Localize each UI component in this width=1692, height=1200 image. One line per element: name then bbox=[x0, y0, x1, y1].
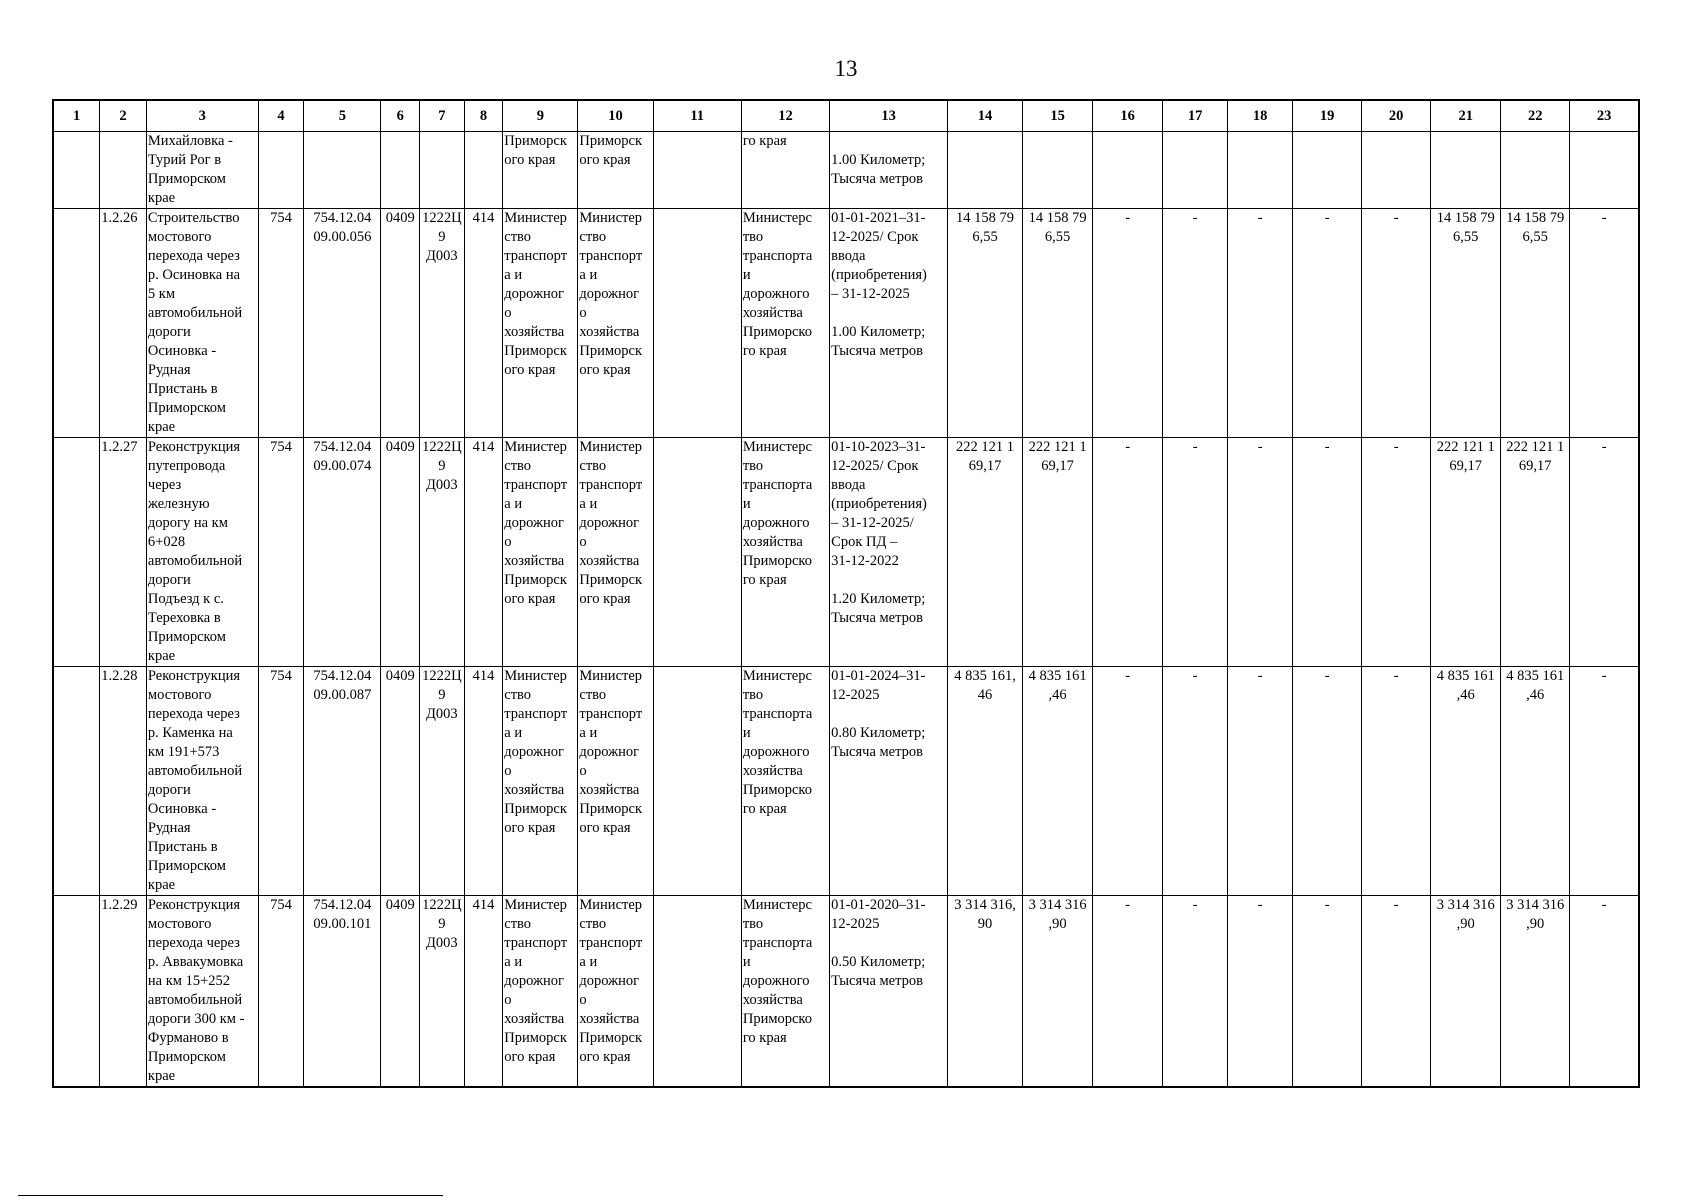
table-cell: 01-01-2020–31- 12-2025 0.50 Километр; Тысяча метров bbox=[830, 896, 948, 1088]
table-cell: - bbox=[1570, 438, 1639, 667]
table-cell: 414 bbox=[464, 896, 503, 1088]
table-cell: 414 bbox=[464, 209, 503, 438]
table-cell: 1.2.26 bbox=[100, 209, 147, 438]
table-cell: 3 314 316, 90 bbox=[947, 896, 1022, 1088]
table-cell: 754 bbox=[258, 209, 304, 438]
table-cell: - bbox=[1163, 438, 1228, 667]
table-cell: 1.00 Километр; Тысяча метров bbox=[830, 132, 948, 209]
table-cell: Министер ство транспорт а и дорожног о хозяйства Приморск ого края bbox=[578, 896, 653, 1088]
column-header: 5 bbox=[304, 100, 381, 132]
table-cell bbox=[381, 132, 420, 209]
table-cell: Министер ство транспорт а и дорожног о хозяйства Приморск ого края bbox=[503, 667, 578, 896]
table-row bbox=[53, 132, 1639, 209]
table-cell: 1.2.29 bbox=[100, 896, 147, 1088]
table-row bbox=[53, 896, 1639, 1088]
table-cell: - bbox=[1362, 896, 1431, 1088]
table-cell bbox=[1570, 132, 1639, 209]
column-header: 8 bbox=[464, 100, 503, 132]
table-cell: - bbox=[1163, 209, 1228, 438]
table-cell: 754.12.04 09.00.101 bbox=[304, 896, 381, 1088]
table-cell bbox=[1228, 132, 1293, 209]
table-cell: 754.12.04 09.00.074 bbox=[304, 438, 381, 667]
table-cell: - bbox=[1293, 896, 1362, 1088]
table-cell: 1222Ц9 Д003 bbox=[420, 438, 465, 667]
table-cell bbox=[53, 132, 100, 209]
table-cell: Министер ство транспорт а и дорожног о хозяйства Приморск ого края bbox=[503, 896, 578, 1088]
column-header: 2 bbox=[100, 100, 147, 132]
column-header: 11 bbox=[653, 100, 741, 132]
table-cell: 414 bbox=[464, 438, 503, 667]
column-header: 15 bbox=[1023, 100, 1093, 132]
table-cell: 0409 bbox=[381, 896, 420, 1088]
table-cell: 0409 bbox=[381, 438, 420, 667]
table-cell: Строительство мостового перехода через р. Осиновка на 5 км автомобильной дороги Осиновка - Рудная Пристань в Приморском крае bbox=[146, 209, 258, 438]
table-cell: 14 158 79 6,55 bbox=[947, 209, 1022, 438]
column-header: 7 bbox=[420, 100, 465, 132]
table-cell bbox=[1501, 132, 1570, 209]
column-header: 6 bbox=[381, 100, 420, 132]
table-cell: Министерс тво транспорта и дорожного хозяйства Приморско го края bbox=[741, 896, 829, 1088]
table-cell: 4 835 161 ,46 bbox=[1431, 667, 1501, 896]
table-row bbox=[53, 438, 1639, 667]
column-header: 16 bbox=[1093, 100, 1163, 132]
table-cell bbox=[53, 896, 100, 1088]
table-cell: 4 835 161 ,46 bbox=[1023, 667, 1093, 896]
table-cell: Министер ство транспорт а и дорожног о хозяйства Приморск ого края bbox=[503, 209, 578, 438]
table-cell: 1.2.27 bbox=[100, 438, 147, 667]
table-cell bbox=[304, 132, 381, 209]
table-cell: - bbox=[1228, 896, 1293, 1088]
table-cell: Министерс тво транспорта и дорожного хозяйства Приморско го края bbox=[741, 209, 829, 438]
table-cell: - bbox=[1293, 667, 1362, 896]
table-cell: 754.12.04 09.00.056 bbox=[304, 209, 381, 438]
table-cell: 754.12.04 09.00.087 bbox=[304, 667, 381, 896]
table-cell bbox=[653, 896, 741, 1088]
header-row bbox=[53, 100, 1639, 132]
table-cell: 414 bbox=[464, 667, 503, 896]
table-cell: - bbox=[1228, 209, 1293, 438]
table-cell bbox=[53, 209, 100, 438]
table-cell: - bbox=[1362, 667, 1431, 896]
table-cell: 754 bbox=[258, 896, 304, 1088]
table-cell: 01-01-2021–31- 12-2025/ Срок ввода (приобретения) – 31-12-2025 1.00 Километр; Тысяча метров bbox=[830, 209, 948, 438]
table-cell: 3 314 316 ,90 bbox=[1023, 896, 1093, 1088]
column-header: 21 bbox=[1431, 100, 1501, 132]
column-header: 10 bbox=[578, 100, 653, 132]
table-cell: 222 121 1 69,17 bbox=[947, 438, 1022, 667]
table-cell: - bbox=[1293, 438, 1362, 667]
table-cell: 222 121 1 69,17 bbox=[1501, 438, 1570, 667]
table-cell: - bbox=[1228, 667, 1293, 896]
table-body bbox=[53, 132, 1639, 1088]
column-header: 3 bbox=[146, 100, 258, 132]
column-header: 23 bbox=[1570, 100, 1639, 132]
table-cell: 754 bbox=[258, 667, 304, 896]
table-cell: - bbox=[1362, 209, 1431, 438]
table-cell: Министер ство транспорт а и дорожног о хозяйства Приморск ого края bbox=[578, 209, 653, 438]
table-cell: Михайловка - Турий Рог в Приморском крае bbox=[146, 132, 258, 209]
table-cell bbox=[53, 667, 100, 896]
table-cell: 222 121 1 69,17 bbox=[1431, 438, 1501, 667]
table-cell: Министерс тво транспорта и дорожного хозяйства Приморско го края bbox=[741, 438, 829, 667]
column-header: 4 bbox=[258, 100, 304, 132]
table-cell: - bbox=[1093, 667, 1163, 896]
table-cell: 1222Ц9 Д003 bbox=[420, 667, 465, 896]
table-cell: го края bbox=[741, 132, 829, 209]
table-cell: Министерс тво транспорта и дорожного хозяйства Приморско го края bbox=[741, 667, 829, 896]
table-cell: - bbox=[1228, 438, 1293, 667]
column-header: 19 bbox=[1293, 100, 1362, 132]
table-cell bbox=[653, 209, 741, 438]
table-cell: 222 121 1 69,17 bbox=[1023, 438, 1093, 667]
table-cell: Министер ство транспорт а и дорожног о хозяйства Приморск ого края bbox=[503, 438, 578, 667]
page-number: 13 bbox=[834, 56, 858, 81]
table-row bbox=[53, 209, 1639, 438]
table-cell bbox=[100, 132, 147, 209]
footnote-divider bbox=[18, 1195, 443, 1196]
column-header: 9 bbox=[503, 100, 578, 132]
table-cell: 14 158 79 6,55 bbox=[1501, 209, 1570, 438]
table-cell: - bbox=[1362, 438, 1431, 667]
column-header: 13 bbox=[830, 100, 948, 132]
table-cell: - bbox=[1093, 209, 1163, 438]
table-cell: Приморск ого края bbox=[578, 132, 653, 209]
table-cell: 4 835 161 ,46 bbox=[1501, 667, 1570, 896]
table-cell: 1.2.28 bbox=[100, 667, 147, 896]
table-cell: 1222Ц9 Д003 bbox=[420, 896, 465, 1088]
table-cell bbox=[53, 438, 100, 667]
column-header: 18 bbox=[1228, 100, 1293, 132]
table-cell bbox=[1431, 132, 1501, 209]
table-cell bbox=[653, 438, 741, 667]
table-cell: 1222Ц9 Д003 bbox=[420, 209, 465, 438]
table-cell: - bbox=[1570, 896, 1639, 1088]
table-cell bbox=[420, 132, 465, 209]
table-cell bbox=[653, 132, 741, 209]
table-cell: - bbox=[1163, 667, 1228, 896]
column-header: 1 bbox=[53, 100, 100, 132]
table-cell: 01-10-2023–31- 12-2025/ Срок ввода (приобретения) – 31-12-2025/ Срок ПД – 31-12-2022 1.20 Километр; Тысяча метров bbox=[830, 438, 948, 667]
table-cell: - bbox=[1093, 896, 1163, 1088]
data-table bbox=[52, 99, 1640, 1088]
table-cell: 0409 bbox=[381, 209, 420, 438]
table-cell bbox=[1293, 132, 1362, 209]
table-cell bbox=[1362, 132, 1431, 209]
table-cell: Приморск ого края bbox=[503, 132, 578, 209]
table-cell: - bbox=[1570, 209, 1639, 438]
table-cell bbox=[1093, 132, 1163, 209]
table-cell bbox=[1023, 132, 1093, 209]
table-cell: 0409 bbox=[381, 667, 420, 896]
table-cell: - bbox=[1293, 209, 1362, 438]
table-cell bbox=[258, 132, 304, 209]
table-cell: - bbox=[1163, 896, 1228, 1088]
column-header: 17 bbox=[1163, 100, 1228, 132]
table-cell: Реконструкция мостового перехода через р. Аввакумовка на км 15+252 автомобильной дороги 300 км - Фурманово в Приморском крае bbox=[146, 896, 258, 1088]
table-cell: 3 314 316 ,90 bbox=[1431, 896, 1501, 1088]
column-header: 14 bbox=[947, 100, 1022, 132]
table-cell: Реконструкция путепровода через железную дорогу на км 6+028 автомобильной дороги Подъезд к с. Тереховка в Приморском крае bbox=[146, 438, 258, 667]
table-cell bbox=[464, 132, 503, 209]
column-header: 20 bbox=[1362, 100, 1431, 132]
table-cell: 754 bbox=[258, 438, 304, 667]
table-cell: Реконструкция мостового перехода через р. Каменка на км 191+573 автомобильной дороги Осиновка - Рудная Пристань в Приморском крае bbox=[146, 667, 258, 896]
table-cell: - bbox=[1570, 667, 1639, 896]
table-cell: 3 314 316 ,90 bbox=[1501, 896, 1570, 1088]
column-header: 12 bbox=[741, 100, 829, 132]
table-cell bbox=[653, 667, 741, 896]
table-cell bbox=[1163, 132, 1228, 209]
table-cell: 14 158 79 6,55 bbox=[1431, 209, 1501, 438]
table-cell: - bbox=[1093, 438, 1163, 667]
table-cell bbox=[947, 132, 1022, 209]
table-cell: 4 835 161, 46 bbox=[947, 667, 1022, 896]
column-header: 22 bbox=[1501, 100, 1570, 132]
table-cell: Министер ство транспорт а и дорожног о хозяйства Приморск ого края bbox=[578, 438, 653, 667]
table-cell: 14 158 79 6,55 bbox=[1023, 209, 1093, 438]
table-cell: Министер ство транспорт а и дорожног о хозяйства Приморск ого края bbox=[578, 667, 653, 896]
table-cell: 01-01-2024–31- 12-2025 0.80 Километр; Тысяча метров bbox=[830, 667, 948, 896]
table-row bbox=[53, 667, 1639, 896]
